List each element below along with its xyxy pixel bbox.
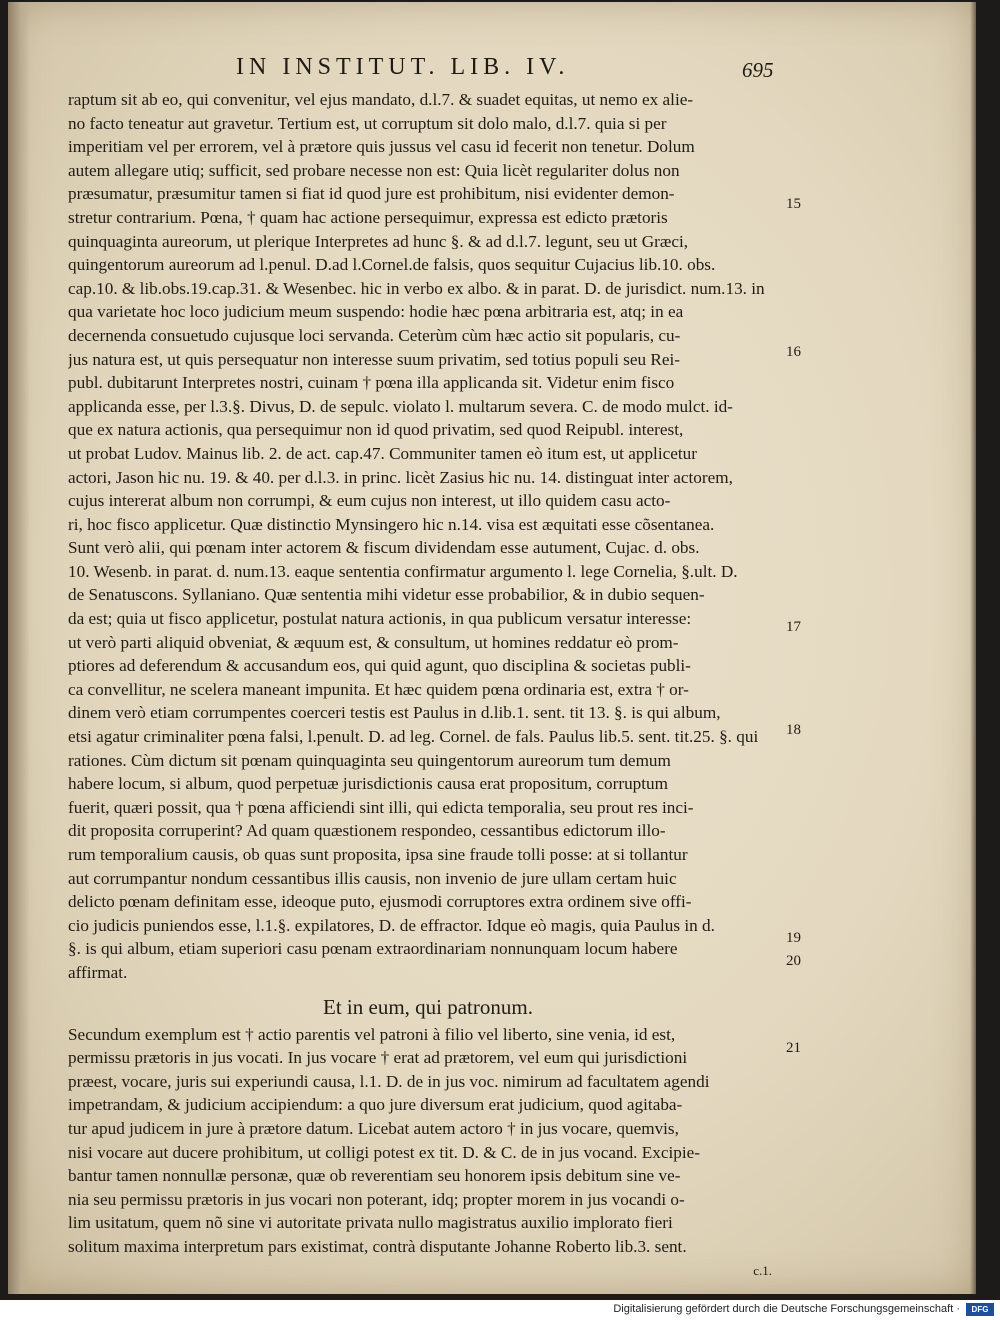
text-line: delicto pœnam definitam esse, ideoque puto, ejusmodi corruptores extra ordinem sive offi- [68, 892, 692, 912]
text-line: Secundum exemplum est † actio parentis vel patroni à filio vel liberto, sine venia, id est, [68, 1024, 676, 1044]
text-line: raptum sit ab eo, qui convenitur, vel ejus mandato, d.l.7. & suadet equitas, ut nemo ex alie- [68, 90, 694, 109]
text-line: aut corrumpantur nondum cessantibus illis causis, non invenio de jure ullam certam huic [68, 868, 677, 888]
text-line: quinquaginta aureorum, ut plerique Interpretes ad hunc §. & ad d.l.7. legunt, seu ut Græci, [68, 231, 689, 251]
text-line: nisi vocare aut ducere prohibitum, ut colligi potest ex tit. D. & C. de in jus vocand. Excipie- [68, 1142, 700, 1162]
page-gutter [8, 2, 30, 1294]
text-line: ut probat Ludov. Mainus lib. 2. de act. cap.47. Communiter tamen eò itum est, ut applicetur [68, 443, 697, 463]
text-line: solitum maxima interpretum pars existimat, contrà disputante Johanne Roberto lib.3. sent. [68, 1236, 687, 1256]
text-line: habere locum, si album, quod perpetuæ jurisdictionis causa erat propositum, corruptum [68, 774, 668, 794]
margin-number: 15 [786, 196, 801, 212]
margin-number: 20 [786, 953, 801, 969]
text-line: da est; quia ut fisco applicetur, postulat natura actionis, in qua publicum versatur interesse: [68, 609, 692, 629]
text-line: ptiores ad deferendum & accusandum eos, qui quid agunt, quo disciplina & societas publi- [68, 656, 691, 676]
text-line: affirmat. [68, 962, 128, 982]
text-line: stretur contrarium. Pœna, † quam hac actione persequimur, expressa est edicto prætoris [68, 207, 668, 227]
text-line: ri, hoc fisco applicetur. Quæ distinctio Mynsingero hic n.14. visa est æquitati esse cõsentanea. [68, 514, 715, 534]
text-line: quingentorum aureorum ad l.penul. D.ad l.Cornel.de falsis, quos sequitur Cujacius lib.10. obs. [68, 255, 716, 275]
text-line: permissu prætoris in jus vocati. In jus vocare † erat ad prætorem, vel eum qui jurisdictioni [68, 1048, 688, 1068]
text-body [68, 88, 788, 1282]
text-line: dit proposita corruperint? Ad quam quæstionem respondeo, cessantibus edictorum illo- [68, 821, 666, 841]
text-line: Sunt verò alii, qui pœnam inter actorem & fiscum dividendam esse autument, Cujac. d. obs. [68, 538, 700, 558]
text-line: decernenda consuetudo cujusque loci servanda. Ceterùm cùm hæc actio sit popularis, cu- [68, 325, 681, 345]
text-line: que ex natura actionis, qua persequimur non id quod privatim, sed quod Reipubl. interest, [68, 420, 684, 440]
text-line: ca convellitur, ne scelera maneant impunita. Et hæc quidem pœna ordinaria est, extra † or- [68, 679, 689, 699]
text-line: imperitiam vel per errorem, vel à prætore quis jussus vel casu id fecerit non tenetur. Dolum [68, 137, 695, 157]
text-line: ut verò parti aliquid obveniat, & æquum est, & consultum, ut homines reddatur eò prom- [68, 632, 679, 652]
text-line: etsi agatur criminaliter pœna falsi, l.penult. D. ad leg. Cornel. de fals. Paulus lib.5. sent. tit.25. §. qui [68, 727, 759, 747]
text-line: præsumatur, præsumitur tamen si fiat id quod jure est prohibitum, nisi evidenter demon- [68, 184, 675, 204]
section-heading: Et in eum, qui patronum. [323, 994, 533, 1019]
running-head: IN INSTITUT. LIB. IV. [236, 54, 570, 80]
text-line: nia seu permissu prætoris in jus vocari non poterant, idq; propter morem in jus vocandi o- [68, 1189, 685, 1209]
text-line: fuerit, quæri possit, qua † pœna afficiendi sint illi, qui edicta temporalia, seu prout res inci- [68, 797, 694, 817]
catchword: c.1. [753, 1262, 772, 1278]
text-line: no facto teneatur aut gravetur. Tertium est, ut corruptum sit dolo malo, d.l.7. quia si per [68, 113, 667, 133]
text-line: §. is qui album, etiam superiori casu pœnam extraordinariam nonnunquam locum habere [68, 939, 678, 959]
text-line: præest, vocare, juris sui experiundi causa, l.1. D. de in jus voc. nimirum ad facultatem agendi [68, 1071, 710, 1091]
margin-number: 17 [786, 619, 801, 635]
text-line: applicanda esse, per l.3.§. Divus, D. de sepulc. violato l. multarum severa. C. de modo mulct. id- [68, 396, 733, 416]
text-line: actori, Jason hic nu. 19. & 40. per d.l.3. in princ. licèt Zasius hic nu. 14. distinguat inter actorem, [68, 467, 733, 487]
text-line: dinem verò etiam corrumpentes coerceri testis est Paulus in d.lib.1. sent. tit 13. §. is qui album, [68, 703, 721, 723]
text-line: publ. dubitarunt Interpretes nostri, cuinam † pœna illa applicanda sit. Videtur enim fisco [68, 373, 675, 393]
text-line: de Senatuscons. Syllaniano. Quæ sententia mihi videtur esse probabilior, & in dubio sequen- [68, 585, 705, 605]
footer-credit: Digitalisierung gefördert durch die Deutsche Forschungsgemeinschaft · [613, 1303, 960, 1315]
text-line: cap.10. & lib.obs.19.cap.31. & Wesenbec. hic in verbo ex albo. & in parat. D. de jurisdict. num.13. in [68, 278, 765, 298]
text-line: rum temporalium causis, ob quas sunt proposita, ipsa sine fraude tolli posse: at si tollantur [68, 845, 688, 864]
text-line: lim usitatum, quem nõ sine vi autoritate privata nullo magistratus auxilio implorato fieri [68, 1213, 673, 1233]
text-line: bantur tamen nonnullæ personæ, quæ ob reverentiam seu honorem ipsis debitum sine ve- [68, 1166, 681, 1186]
margin-number: 21 [786, 1040, 801, 1056]
page-edge [970, 2, 976, 1294]
footer-bar [0, 1300, 1000, 1320]
dfg-logo: DFG [966, 1303, 994, 1316]
margin-number: 16 [786, 344, 801, 360]
text-line: jus natura est, ut quis persequatur non interesse suum privatim, sed totius populi seu Rei- [68, 349, 680, 369]
text-line: rationes. Cùm dictum sit pœnam quinquaginta seu quingentorum aureorum tum demum [68, 750, 671, 770]
text-line: qua varietate hoc loco judicium meum suspendo: hodie hæc pœna arbitraria est, atq; in ea [68, 302, 684, 322]
text-line: tur apud judicem in jure à prætore datum. Licebat autem actoro † in jus vocare, quemvis, [68, 1118, 679, 1138]
text-line: cujus intererat album non corrumpi, & eum cujus non interest, ut illo quidem casu acto- [68, 491, 671, 511]
text-line: impetrandam, & judicium accipiendum: a quo jure diversum erat judicium, quod agitaba- [68, 1095, 683, 1115]
page-number: 695 [742, 58, 774, 82]
text-line: autem allegare utiq; sufficit, sed probare necesse non est: Quia licèt regulariter dolus non [68, 160, 680, 180]
margin-number: 18 [786, 722, 801, 738]
text-line: 10. Wesenb. in parat. d. num.13. eaque sententia confirmatur argumento l. lege Cornelia, §.ult. D. [68, 561, 738, 581]
text-line: cio judicis puniendos esse, l.1.§. expilatores, D. de effractor. Idque eò magis, quia Paulus in d. [68, 915, 715, 935]
margin-number: 19 [786, 930, 801, 946]
